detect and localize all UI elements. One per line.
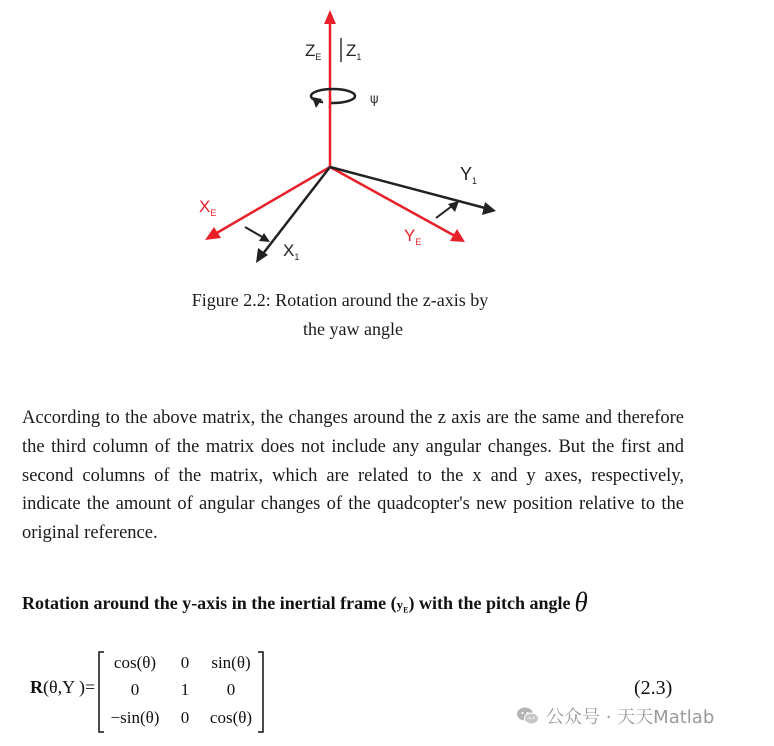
- matrix-cell-r1c1: cos(θ): [113, 653, 157, 672]
- matrix-cell-r2c2: 1: [180, 680, 190, 699]
- matrix-cell-r3c1: −sin(θ): [110, 708, 160, 727]
- body-paragraph: According to the above matrix, the changes around the z axis are the same and therefore the third column of the matrix does not include any angular changes. But the first and second columns of the matrix, which are related to the x and y axes, respectively, indicate the amount of angular changes of the quadcopter's new position relative to the original reference.: [22, 408, 684, 544]
- section-title-after: ) with the pitch angle: [408, 593, 571, 613]
- label-x1: $X_1$: [283, 241, 300, 262]
- watermark-text: 公众号 · 天天Matlab: [546, 707, 715, 728]
- figure-caption-line2: the yaw angle: [303, 319, 403, 339]
- label-ye: $Y_E$: [404, 226, 422, 247]
- wechat-icon: [516, 704, 540, 728]
- label-y1: $Y_1$: [460, 164, 478, 186]
- section-title-before: Rotation around the y-axis in the inertial frame (: [22, 593, 397, 613]
- label-psi: ψ: [370, 92, 379, 107]
- section-title-var: $y_E$: [396, 597, 409, 615]
- figure-caption-line1: Figure 2.2: Rotation around the z-axis by: [191, 290, 489, 310]
- matrix-cell-r1c2: 0: [180, 653, 190, 672]
- equation-lhs: R(θ,Y )=: [30, 677, 96, 697]
- matrix-cell-r3c2: 0: [180, 708, 190, 727]
- label-xe: $X_E$: [199, 197, 217, 218]
- matrix-cell-r3c3: cos(θ): [209, 708, 253, 727]
- equation-number: (2.3): [634, 677, 673, 699]
- matrix-cell-r1c3: sin(θ): [211, 653, 251, 672]
- theta-symbol: θ: [574, 587, 588, 617]
- matrix-cell-r2c1: 0: [130, 680, 140, 699]
- label-ze: $Z_E$: [305, 41, 322, 62]
- matrix-cell-r2c3: 0: [226, 680, 236, 699]
- watermark: [516, 703, 714, 729]
- label-z1: $Z_1$: [346, 41, 362, 62]
